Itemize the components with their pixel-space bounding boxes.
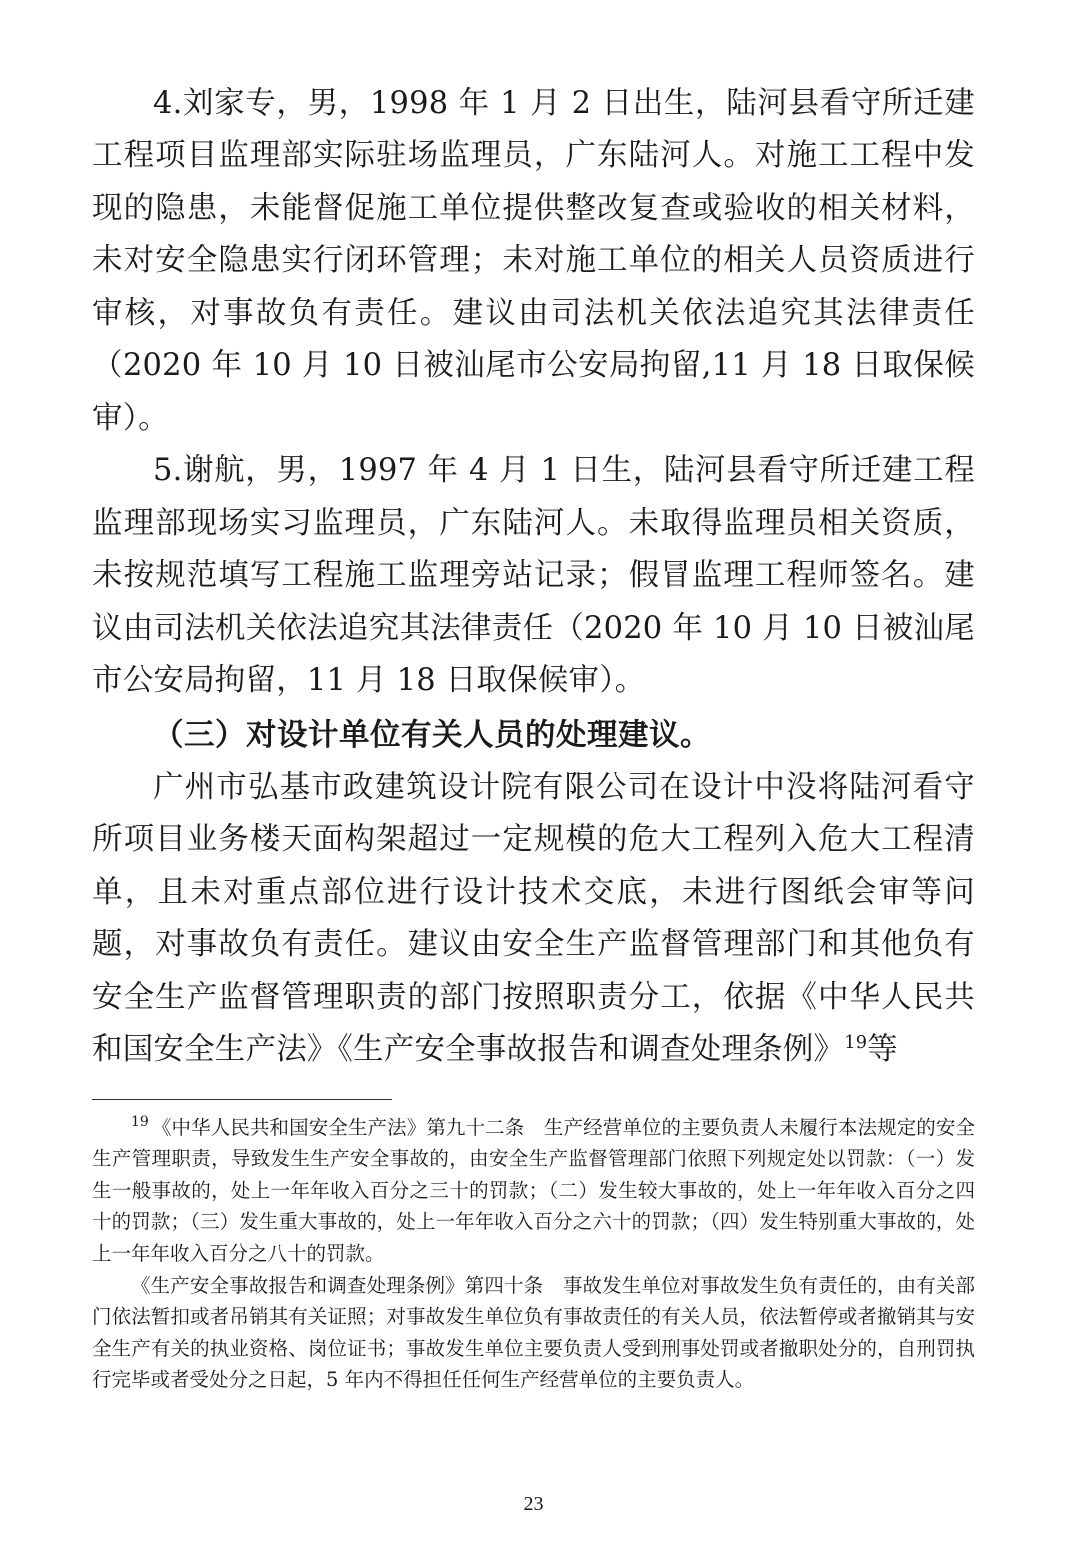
section-heading: （三）对设计单位有关人员的处理建议。 <box>153 717 711 754</box>
document-body <box>92 78 975 707</box>
paragraph-item-5: 5.谢航，男，1997 年 4 月 1 日生，陆河县看守所迁建工程监理部现场实习监理员，广东陆河人。未取得监理员相关资质，未按规范填写工程施工监理旁站记录；假冒监理工程师签名。建议由司法机关依法追究其法律责任（2020 年 10 月 10 日被汕尾市公安局拘留，11 月 18 日取保候审）。 <box>92 453 975 698</box>
document-body-continued <box>92 762 975 1077</box>
paragraph-design-unit <box>92 762 975 1077</box>
footnote-divider <box>92 1099 392 1100</box>
paragraph-item-4: 4.刘家专，男，1998 年 1 月 2 日出生，陆河县看守所迁建工程项目监理部实际驻场监理员，广东陆河人。对施工工程中发现的隐患，未能督促施工单位提供整改复查或验收的相关材料，未对安全隐患实行闭环管理；未对施工单位的相关人员资质进行审核，对事故负有责任。建议由司法机关依法追究其法律责任（2020 年 10 月 10 日被汕尾市公安局拘留,11 月 18 日取保候审）。 <box>92 86 975 436</box>
footnote-area <box>92 1112 975 1396</box>
footnote-item-2 <box>92 1270 975 1396</box>
paragraph-design-unit-text: 广州市弘基市政建筑设计院有限公司在设计中没将陆河看守所项目业务楼天面构架超过一定规模的危大工程列入危大工程清单，且未对重点部位进行设计技术交底，未进行图纸会审等问题，对事故负有责任。建议由安全生产监督管理部门和其他负有安全生产监督管理职责的部门按照职责分工，依据《中华人民共和国安全生产法》《生产安全事故报告和调查处理条例》 <box>92 769 975 1068</box>
paragraph-design-unit-tail: 等 <box>867 1032 898 1068</box>
footnote-marker-19: 19 <box>131 1114 149 1131</box>
footnote-text-1: 《中华人民共和国安全生产法》第九十二条 生产经营单位的主要负责人未履行本法规定的安全生产管理职责，导致发生生产安全事故的，由安全生产监督管理部门依照下列规定处以罚款：（一）发生一般事故的，处上一年年收入百分之三十的罚款；（二）发生较大事故的，处上一年年收入百分之四十的罚款；（三）发生重大事故的，处上一年年收入百分之六十的罚款；（四）发生特别重大事故的，处上一年年收入百分之八十的罚款。 <box>92 1115 975 1265</box>
footnote-item-1 <box>92 1112 975 1270</box>
footnote-text-2: 《生产安全事故报告和调查处理条例》第四十条 事故发生单位对事故发生负有责任的，由有关部门依法暂扣或者吊销其有关证照；对事故发生单位负有事故责任的有关人员，依法暂停或者撤销其与安全生产有关的执业资格、岗位证书；事故发生单位主要负责人受到刑事处罚或者撤职处分的，自刑罚执行完毕或者受处分之日起，5 年内不得担任任何生产经营单位的主要负责人。 <box>92 1273 975 1392</box>
footnote-reference-19: 19 <box>844 1033 868 1053</box>
page-number: 23 <box>523 1493 544 1515</box>
